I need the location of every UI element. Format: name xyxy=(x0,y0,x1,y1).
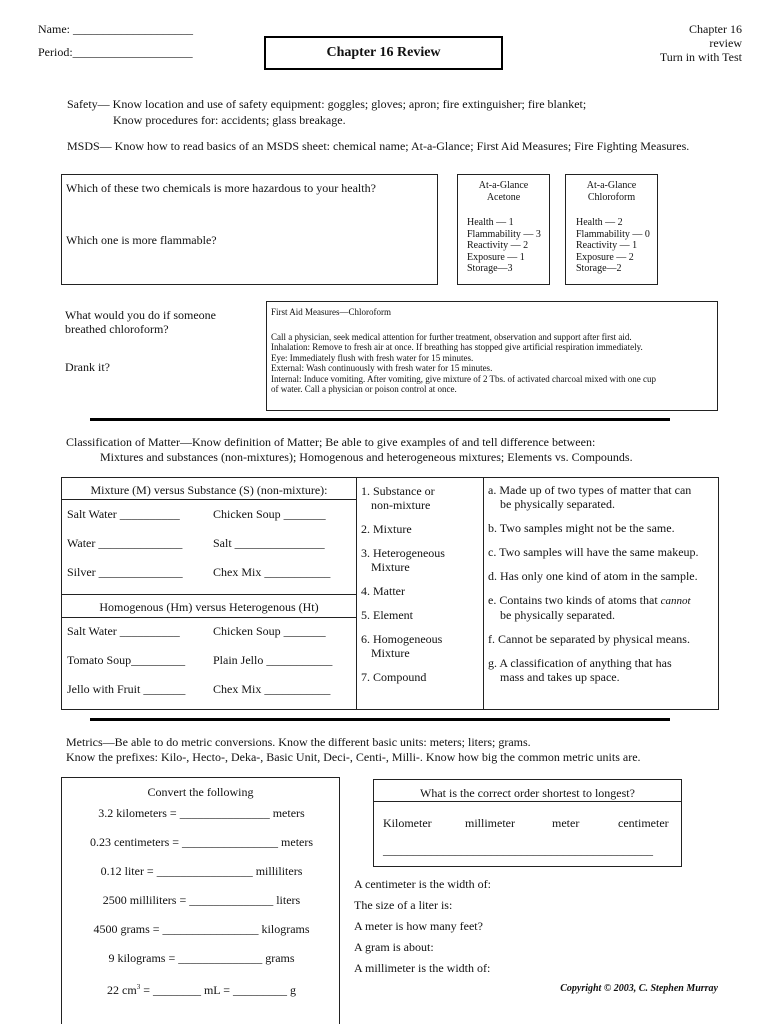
homogenous-answer-row[interactable]: Chicken Soup _______ xyxy=(213,624,326,638)
metrics-line-2: Know the prefixes: Kilo-, Hecto-, Deka-, Basic Unit, Deci-, Centi-, Milli-. Know how big the common metric units are. xyxy=(66,750,641,764)
conversion-row[interactable]: 0.23 centimeters = ________________ meters xyxy=(89,835,314,849)
mixture-answer-row[interactable]: Chex Mix ___________ xyxy=(213,565,331,579)
msds-line: MSDS— Know how to read basics of an MSDS sheet: chemical name; At-a-Glance; First Aid Measures; Fire Fighting Measures. xyxy=(67,139,690,153)
conversion-row[interactable]: 22 $cm^3$ = ________ mL = _________ g xyxy=(107,983,296,997)
order-box xyxy=(373,779,682,867)
hazard-question-box xyxy=(61,174,438,285)
order-word: Kilometer xyxy=(383,816,432,830)
terms-list xyxy=(361,484,445,684)
convert-title: Convert the following xyxy=(147,785,254,799)
chloroform-reactivity: Reactivity — 1 xyxy=(576,240,638,251)
section-divider xyxy=(90,418,670,421)
hazard-question: Which of these two chemicals is more hazardous to your health? xyxy=(66,181,376,195)
definition-item: a. Made up of two types of matter that can be physically separated. xyxy=(488,483,692,511)
definition-item: f. Cannot be separated by physical means. xyxy=(488,632,690,646)
term-item: 5. Element xyxy=(361,608,413,622)
chloroform-exposure: Exposure — 2 xyxy=(576,251,634,263)
chloroform-flammability: Flammability — 0 xyxy=(576,228,650,240)
chapter-line: Chapter 16 xyxy=(689,22,742,36)
definitions-list xyxy=(488,483,699,684)
first-aid-box xyxy=(266,301,718,411)
term-item: 2. Mixture xyxy=(361,522,412,536)
order-answer-line[interactable]: _____________________________________________ xyxy=(383,843,653,857)
mixture-answer-row[interactable]: Salt Water __________ xyxy=(67,507,180,521)
acetone-reactivity: Reactivity — 2 xyxy=(467,240,529,251)
metrics-line-1: Metrics—Be able to do metric conversions. Know the different basic units: meters; liters; grams. xyxy=(66,735,531,749)
chloroform-at-a-glance xyxy=(565,174,658,285)
homogenous-answer-row[interactable]: Tomato Soup_________ xyxy=(67,653,186,667)
conversion-row[interactable]: 9 kilograms = ______________ grams xyxy=(108,951,295,965)
breathed-question-1: What would you do if someone xyxy=(65,308,216,322)
mixture-answer-row[interactable]: Chicken Soup _______ xyxy=(213,507,326,521)
chapter-info xyxy=(660,22,742,64)
mixture-answer-row[interactable]: Water ______________ xyxy=(67,536,183,550)
definition-item: e. Contains two kinds of atoms that cannot be physically separated. xyxy=(488,593,691,622)
size-questions xyxy=(354,877,491,975)
turn-in-line: Turn in with Test xyxy=(659,50,742,64)
homogenous-answer-row[interactable]: Chex Mix ___________ xyxy=(213,682,331,696)
conversion-row[interactable]: 0.12 liter = ________________ milliliters xyxy=(100,864,303,878)
definition-item: c. Two samples will have the same makeup. xyxy=(488,545,699,559)
order-word: centimeter xyxy=(618,816,669,830)
mixture-answer-row[interactable]: Silver ______________ xyxy=(67,565,183,579)
first-aid-line: Inhalation: Remove to fresh air at once. If breathing has stopped give artificial respiration immediately. xyxy=(271,342,643,352)
chloroform-title-2: Chloroform xyxy=(587,192,636,203)
flammable-question: Which one is more flammable? xyxy=(66,233,217,247)
acetone-storage: Storage—3 xyxy=(467,263,513,274)
acetone-flammability: Flammability — 3 xyxy=(467,228,541,240)
definition-item: b. Two samples might not be the same. xyxy=(488,521,675,535)
acetone-health: Health — 1 xyxy=(467,217,514,228)
chloroform-title-1: At-a-Glance xyxy=(586,180,637,191)
term-item: 6. Homogeneous Mixture xyxy=(361,632,443,660)
first-aid-line: External: Wash continuously with fresh water for 15 minutes. xyxy=(271,363,493,373)
safety-line-2: Know procedures for: accidents; glass breakage. xyxy=(113,113,346,127)
term-item: 4. Matter xyxy=(361,584,405,598)
size-question: A millimeter is the width of: xyxy=(354,961,491,975)
acetone-title-1: At-a-Glance xyxy=(478,180,529,191)
classification-line-1: Classification of Matter—Know definition of Matter; Be able to give examples of and tell difference between: xyxy=(66,435,596,449)
drank-question: Drank it? xyxy=(65,360,110,374)
homogenous-answer-row[interactable]: Jello with Fruit _______ xyxy=(67,682,186,696)
term-item: 1. Substance or non-mixture xyxy=(361,484,435,512)
chloroform-storage: Storage—2 xyxy=(576,263,622,274)
classification-line-2: Mixtures and substances (non-mixtures); Homogenous and heterogeneous mixtures; Elements vs. Compounds. xyxy=(100,450,633,464)
mixture-vs-substance-header: Mixture (M) versus Substance (S) (non-mixture): xyxy=(90,483,328,497)
conversion-row[interactable]: 3.2 kilometers = _______________ meters xyxy=(98,806,305,820)
period-field[interactable]: Period:____________________ xyxy=(38,45,193,59)
definition-item: d. Has only one kind of atom in the sample. xyxy=(488,569,698,583)
first-aid-title: First Aid Measures—Chloroform xyxy=(271,307,391,317)
safety-line-1: Safety— Know location and use of safety equipment: goggles; gloves; apron; fire extinguisher; fire blanket; xyxy=(67,97,587,111)
convert-box xyxy=(61,777,340,1024)
size-question: The size of a liter is: xyxy=(354,898,453,912)
homogenous-answer-row[interactable]: Plain Jello ___________ xyxy=(213,653,333,667)
conversion-row[interactable]: 2500 milliliters = ______________ liters xyxy=(102,893,301,907)
name-field[interactable]: Name: ____________________ xyxy=(38,22,193,36)
mixture-table xyxy=(61,477,719,710)
first-aid-questions xyxy=(65,308,216,374)
term-item: 3. Heterogeneous Mixture xyxy=(361,546,445,574)
acetone-exposure: Exposure — 1 xyxy=(467,251,525,263)
acetone-title-2: Acetone xyxy=(486,192,521,203)
size-question: A centimeter is the width of: xyxy=(354,877,491,891)
definition-item: g. A classification of anything that has mass and takes up space. xyxy=(488,656,672,684)
page-title: Chapter 16 Review xyxy=(264,36,503,70)
homogenous-answer-row[interactable]: Salt Water __________ xyxy=(67,624,180,638)
first-aid-line: Call a physician, seek medical attention for further treatment, observation and support after first aid. xyxy=(271,331,632,342)
breathed-question-2: breathed chloroform? xyxy=(65,322,169,336)
order-word: millimeter xyxy=(465,816,515,830)
chloroform-health: Health — 2 xyxy=(576,217,623,228)
first-aid-line: Internal: Induce vomiting. After vomiting, give mixture of 2 Tbs. of activated charcoal mixed with one cup xyxy=(271,373,656,384)
order-word: meter xyxy=(552,816,580,830)
term-item: 7. Compound xyxy=(361,670,427,684)
size-question: A meter is how many feet? xyxy=(354,919,483,933)
conversion-row[interactable]: 4500 grams = ________________ kilograms xyxy=(93,922,310,936)
homogenous-vs-heterogenous-header: Homogenous (Hm) versus Heterogenous (Ht) xyxy=(99,600,319,614)
order-title: What is the correct order shortest to longest? xyxy=(420,786,635,800)
acetone-at-a-glance xyxy=(457,174,550,285)
section-divider xyxy=(90,718,670,721)
copyright: Copyright © 2003, C. Stephen Murray xyxy=(560,983,718,994)
first-aid-line: Eye: Immediately flush with fresh water for 15 minutes. xyxy=(271,352,474,363)
mixture-answer-row[interactable]: Salt _______________ xyxy=(213,536,325,550)
first-aid-line: of water. Call a physician or poison control at once. xyxy=(271,384,457,394)
review-line: review xyxy=(709,36,742,50)
size-question: A gram is about: xyxy=(354,940,434,954)
